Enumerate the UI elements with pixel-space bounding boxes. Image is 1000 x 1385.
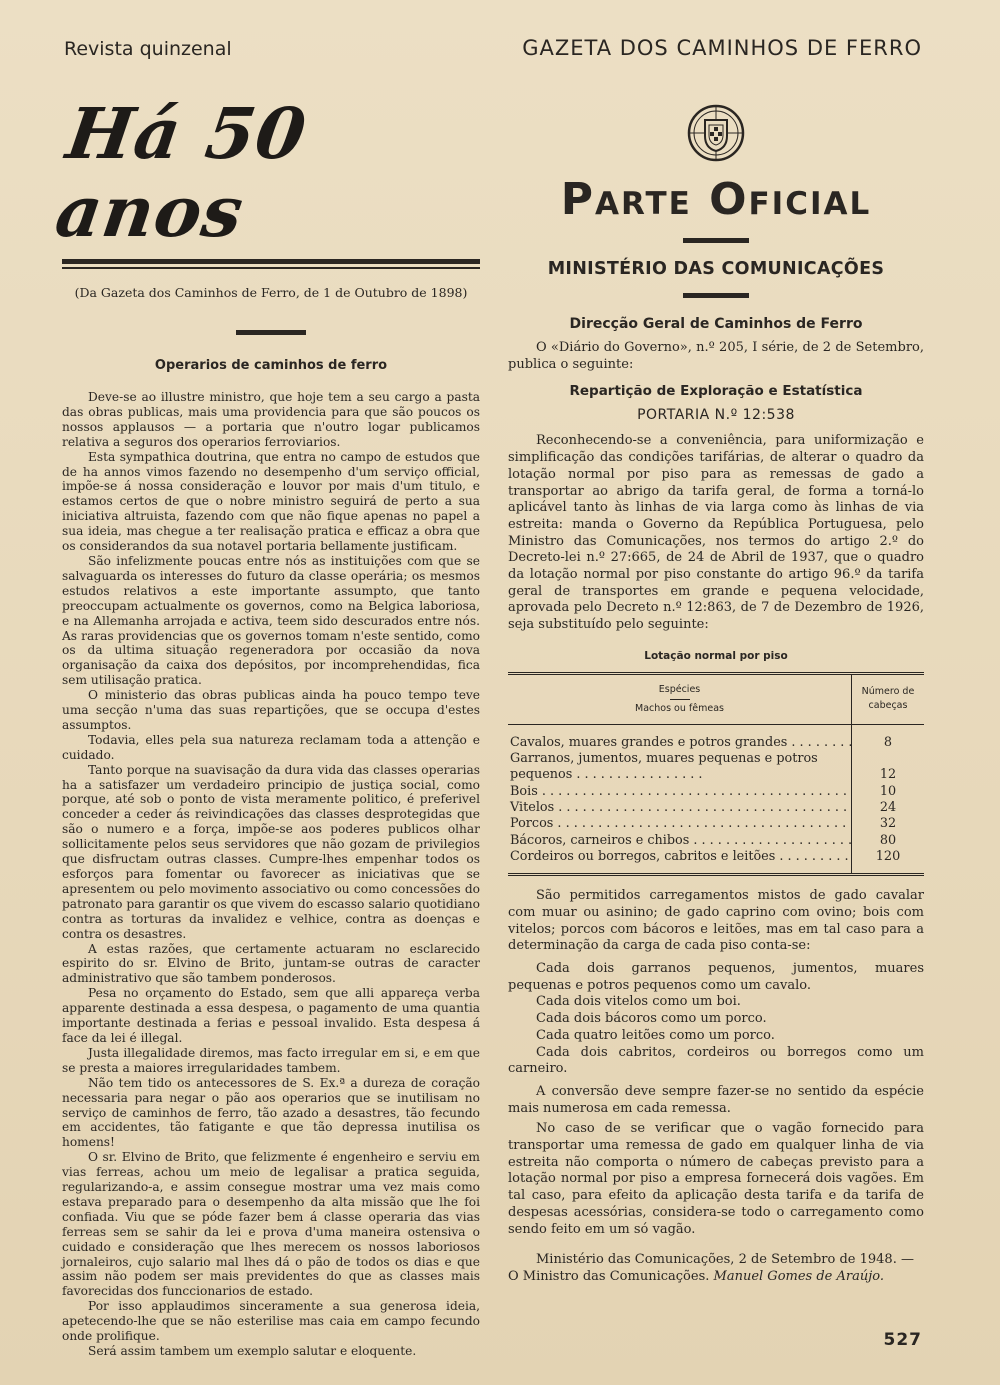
count-cell: 12 — [852, 751, 925, 784]
table-row — [508, 800, 924, 816]
directorate-heading: Direcção Geral de Caminhos de Ferro — [569, 316, 863, 332]
column-header-sub: Machos ou fêmeas — [635, 702, 724, 714]
paragraph: A conversão deve sempre fazer-se no sentido da espécie mais numerosa em cada remessa. — [508, 1083, 924, 1116]
paragraph: Cada dois bácoros como um porco. — [536, 1011, 767, 1027]
ministry-heading: MINISTÉRIO DAS COMUNICAÇÕES — [547, 259, 885, 279]
table-row — [508, 751, 924, 784]
department-heading: Repartição de Exploração e Estatística — [569, 383, 863, 400]
count-cell: 120 — [852, 849, 925, 875]
portaria-number: PORTARIA N.º 12:538 — [637, 407, 795, 424]
leader-dots — [787, 735, 851, 750]
signature-prefix: O Ministro das Comunicações. — [508, 1268, 710, 1284]
paragraph: Cada quatro leitões como um porco. — [536, 1027, 775, 1043]
species-cell — [508, 784, 852, 800]
paragraph: Cada dois cabritos, cordeiros ou borregos como um carneiro. — [508, 1044, 924, 1077]
species-label: Garranos, jumentos, muares pequenas e potros pequenos — [510, 751, 818, 783]
paragraph: Não tem tido os antecessores de S. Ex.ª a dureza de coração necessaria para negar o pão aos operarios que se inutilisam no serviço de caminhos de ferro, tão azado a desastres, tão fecundo em accidentes, tão fatigante e que tão depressa inutilisa os homens! — [62, 1075, 480, 1150]
article-body — [62, 390, 480, 1359]
species-label: Bois — [510, 783, 538, 799]
column-header-label: Espécies — [658, 683, 701, 695]
table-row — [508, 833, 924, 849]
count-cell: 8 — [852, 724, 925, 751]
species-cell — [508, 849, 852, 875]
intro-text — [508, 340, 924, 373]
species-label: Bácoros, carneiros e chibos — [510, 832, 690, 848]
livestock-table — [508, 672, 924, 876]
separator — [683, 238, 749, 243]
leader-dots — [538, 784, 852, 799]
paragraph: No caso de se verificar que o vagão fornecido para transportar uma remessa de gado em qualquer linha de via estreita não comporta o número de cabeças previsto para a lotação normal por piso a empresa fornecerá dois vagões. Em tal caso, para efeito da aplicação desta tarifa e da tarifa de despesas acessórias, considera-se todo o carregamento como sendo feito em um só vagão. — [508, 1121, 924, 1237]
species-cell — [508, 751, 852, 784]
paragraph: Deve-se ao illustre ministro, que hoje tem a seu cargo a pasta das obras publicas, mais uma providencia para que são poucos os nossos applausos — a portaria que n'outro logar publicamos relativa a seguros dos operarios ferroviarios. — [62, 390, 480, 449]
portuguese-coat-of-arms-icon — [686, 100, 746, 166]
species-cell — [508, 816, 852, 832]
paragraph: Todavia, elles pela sua natureza reclamam toda a attenção e cuidado. — [62, 732, 480, 762]
paragraph: Reconhecendo-se a conveniência, para uniformização e simplificação das condições tarifárias, de alterar o quadro da lotação normal por piso para as remessas de gado a transportar ao abrigo da tarifa geral, de forma a torná-lo aplicável tanto às linhas de via larga como às linhas de via estreita: manda o Governo da República Portuguesa, pelo Ministro das Comunicações, nos termos do artigo 2.º do Decreto-lei n.º 27:665, de 24 de Abril de 1937, que o quadro da lotação normal por piso constante do artigo 96.º da tarifa geral de transportes em grande e pequena velocidade, aprovada pelo Decreto n.º 12:863, de 7 de Dezembro de 1926, seja substituído pelo seguinte: — [508, 433, 924, 633]
paragraph: Justa illegalidade diremos, mas facto irregular em si, e em que se presta a maiores irregularidades tambem. — [62, 1045, 480, 1075]
paragraph: São infelizmente poucas entre nós as instituições com que se salvaguarda os interesses do futuro da classe operária; os mesmos estudos relativos a este importante assumpto, que tanto preoccupam actualmente os governos, como na Belgica laboriosa, e na Allemanha arrojada e activa, teem sido descurados entre nós. As raras providencias que os governos tomam n'este sentido, como os da ultima situação regeneradora por occasião da nova organisação da caixa dos depósitos, por incomprehendidas, fica sem utilisação pratica. — [62, 553, 480, 688]
table-title: Lotação normal por piso — [644, 649, 788, 662]
paragraph: Será assim tambem um exemplo salutar e eloquente. — [88, 1344, 417, 1358]
paragraph: Esta sympathica doutrina, que entra no campo de estudos que de ha annos vimos fazendo no desempenho d'um serviço official, impõe-se á nossa consideração e louvor por mais d'um titulo, e estamos certos de que o nobre ministro seguirá de perto a sua iniciativa altruista, fazendo com que não fique apenas no papel a sua ideia, mas chegue a ter realisação pratica e efficaz a obra que os considerandos da sua notavel portaria bellamente justificam. — [62, 449, 480, 554]
title-rule — [62, 259, 480, 264]
separator — [236, 330, 306, 335]
title-rule-thin — [62, 267, 480, 269]
source-note: (Da Gazeta dos Caminhos de Ferro, de 1 de Outubro de 1898) — [74, 285, 468, 300]
paragraph: São permitidos carregamentos mistos de gado cavalar com muar ou asinino; de gado caprino com ovino; bois com vitelos; porcos com bácoros e leitões, mas em tal caso para a determinação da carga de cada piso conta-se: — [508, 888, 924, 954]
species-cell — [508, 724, 852, 751]
species-label: Cordeiros ou borregos, cabritos e leitões — [510, 848, 776, 864]
left-column — [50, 92, 480, 1359]
leader-dots — [553, 816, 851, 831]
paragraph: Cada dois garranos pequenos, jumentos, muares pequenas e potros pequenos como um cavalo. — [508, 961, 924, 993]
article-title: Operarios de caminhos de ferro — [154, 358, 388, 373]
species-label: Porcos — [510, 816, 554, 832]
paragraph: O sr. Elvino de Brito, que felizmente é engenheiro e serviu em vias ferreas, achou um meio de legalisar a pratica seguida, regularizando-a, e assim consegue mostrar uma vez mais como estava preparado para o desempenho da alta missão que lhe foi confiada. Viu que se póde fazer bem á classe operaria das vias ferreas sem se sahir da lei e prova d'uma maneira ostensiva o cuidado e consideração que lhes merecem os nossos laboriosos jornaleiros, cujo salario mal lhes dá o pão de todos os dias e que assim não podem ser mais previdentes do que as classes mais favorecidas dos funccionarios de estado. — [62, 1150, 480, 1299]
paragraph: Por isso applaudimos sinceramente a sua generosa ideia, apetecendo-lhe que se não esterilise mas caia em campo fecundo onde prolifique. — [62, 1299, 480, 1344]
paragraph: O ministerio das obras publicas ainda ha pouco tempo teve uma secção n'uma das suas repartições, que se occupa d'estes assumptos. — [62, 688, 480, 732]
leader-dots: . . . . . . . . . . . . . . . . — [572, 767, 703, 783]
count-cell: 24 — [852, 800, 925, 816]
table-row — [508, 816, 924, 832]
species-label: Vitelos — [510, 800, 555, 816]
page-number: 527 — [883, 1330, 922, 1350]
species-cell — [508, 833, 852, 849]
column-header-species — [508, 673, 852, 724]
paragraph: O «Diário do Governo», n.º 205, I série, de 2 de Setembro, publica o seguinte: — [508, 340, 924, 372]
species-label: Cavalos, muares grandes e potros grandes — [510, 734, 788, 750]
right-column — [508, 100, 924, 1286]
column-header-count: Número de cabeças — [852, 673, 925, 724]
table-row — [508, 784, 924, 800]
count-cell: 32 — [852, 816, 925, 832]
section-title: Há 50 anos — [50, 92, 312, 253]
section-title: Parte Oficial — [560, 174, 872, 225]
count-cell: 80 — [852, 833, 925, 849]
separator — [683, 293, 749, 298]
header-publication-name: GAZETA DOS CAMINHOS DE FERRO — [522, 36, 922, 60]
signature-name: Manuel Gomes de Araújo. — [713, 1268, 884, 1284]
header-divider — [670, 699, 690, 700]
signature-block — [508, 1252, 924, 1285]
paragraph: A estas razões, que certamente actuaram no esclarecido espirito do sr. Elvino de Brito, juntam-se outras de caracter administrativo que são tambem ponderosos. — [62, 941, 480, 986]
header-periodicity: Revista quinzenal — [64, 38, 232, 60]
paragraph: Pesa no orçamento do Estado, sem que alli appareça verba apparente destinada a essa despesa, o pagamento de uma quantia importante destinada a ferias e pessoal invalido. Esta despesa á face da lei é illegal. — [62, 986, 480, 1045]
leader-dots — [689, 833, 851, 848]
paragraph: Cada dois vitelos como um boi. — [536, 994, 741, 1010]
signature-line: Ministério das Comunicações, 2 de Setembro de 1948. — — [536, 1252, 914, 1268]
signature-line — [508, 1269, 924, 1286]
species-cell — [508, 800, 852, 816]
table-row — [508, 724, 924, 751]
leader-dots — [554, 800, 851, 815]
preamble — [508, 433, 924, 633]
paragraph: Tanto porque na suavisação da dura vida das classes operarias ha a satisfazer um verdadeiro principio de justiça social, como porque, até sob o ponto de vista meramente politico, é preferivel conceder a ceder ás reivindicações das classes desprotegidas que são o numero e a força, impõe-se aos poderes publicos olhar sollicitamente pelos seus servidores que não gozam de privilegios que disfructam outras classes. Cumpre-lhes empenhar todos os esforços para fomentar ou favorecer as iniciativas que se apresentem ou pelo movimento associativo ou como concessões do patronato para garantir os que vivem do escasso salario quotidiano contra as torturas da invalidez e velhice, contra as doenças e contra os desastres. — [62, 762, 480, 941]
after-table-text — [508, 888, 924, 1285]
table-row — [508, 849, 924, 875]
leader-dots — [775, 849, 851, 864]
count-cell: 10 — [852, 784, 925, 800]
